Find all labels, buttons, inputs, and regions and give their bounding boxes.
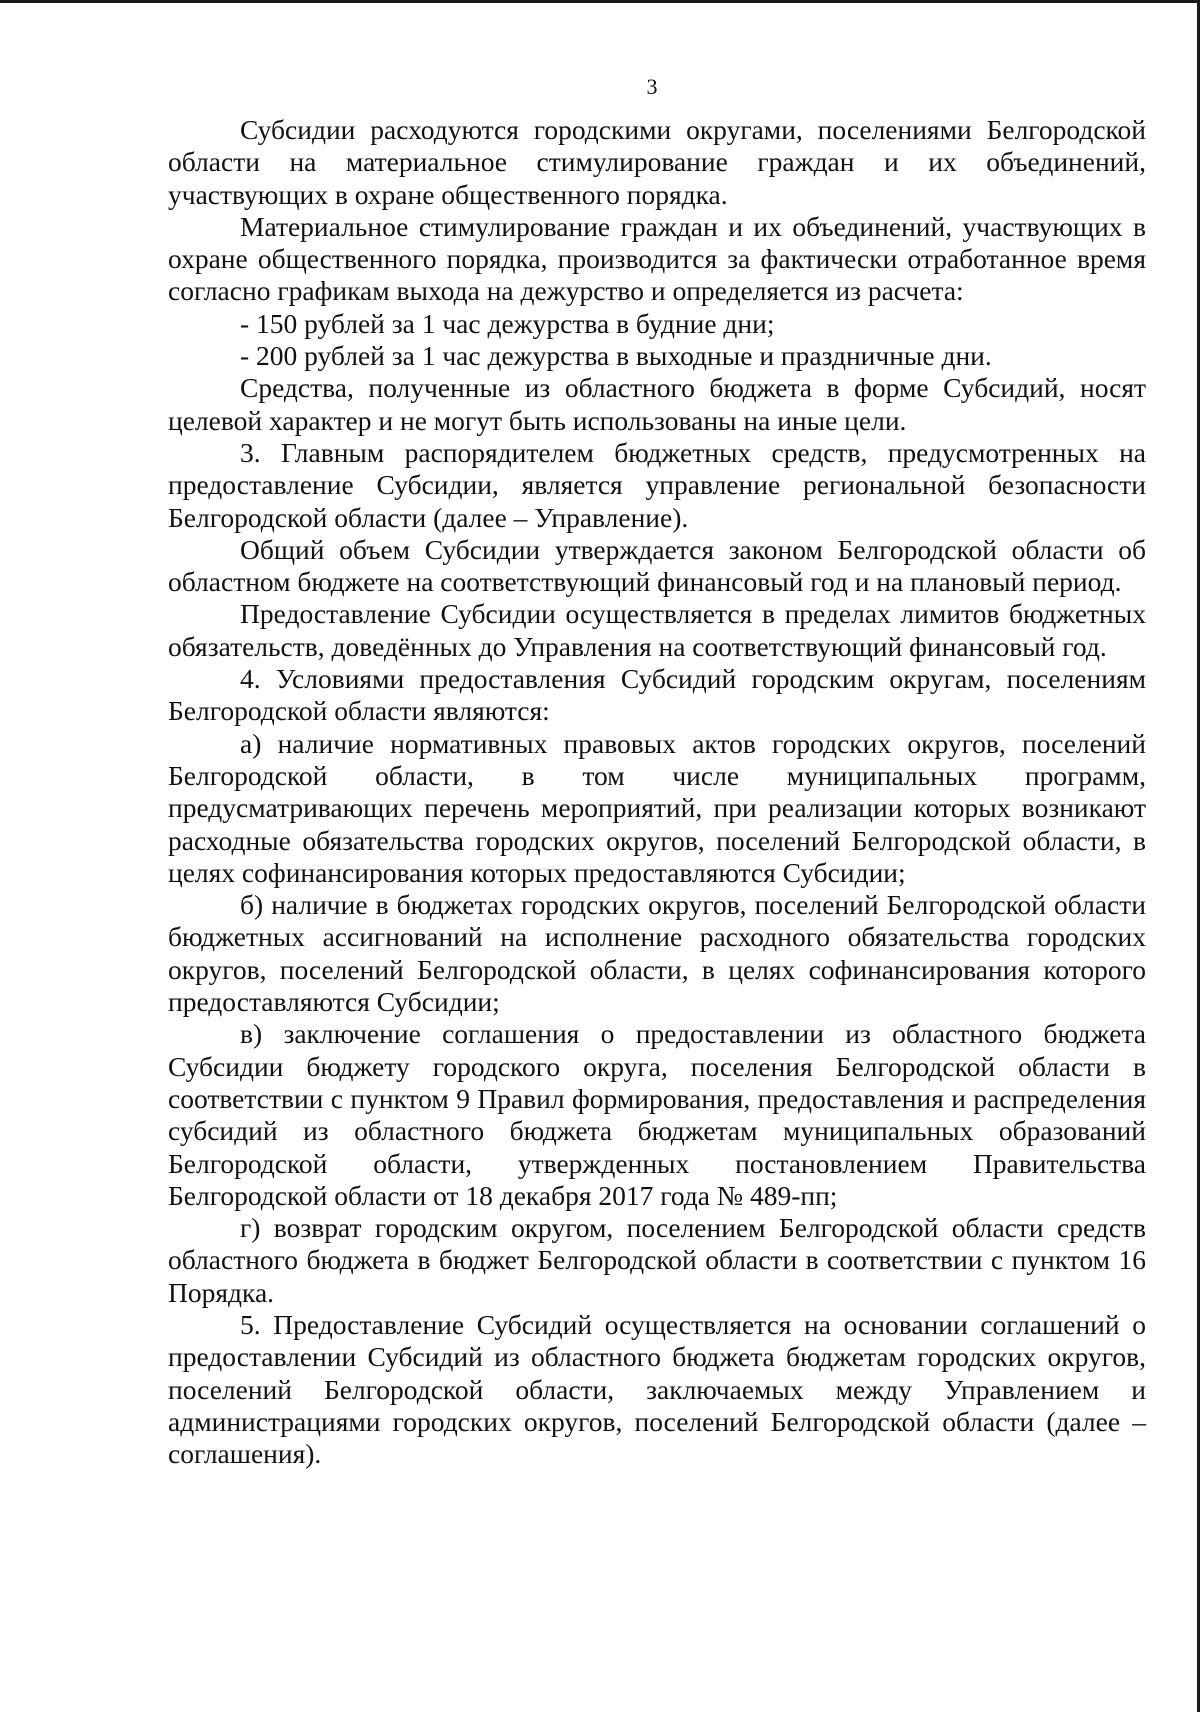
condition-g: г) возврат городским округом, поселением Белгородской области средств областного бюджета в бюджет Белгородской области в соответствии с пунктом 16 Порядка. (168, 1212, 1146, 1308)
clause-4-conditions: 4. Условиями предоставления Субсидий городским округам, поселениям Белгородской области являются: (168, 663, 1146, 727)
rate-weekday: - 150 рублей за 1 час дежурства в будние дни; (240, 307, 775, 339)
paragraph-stimulation-calculation: Материальное стимулирование граждан и их объединений, участвующих в охране общественного порядка, производится за фактически отработанное время согласно графикам выхода на дежурство и определяется из расчета: (168, 210, 1146, 307)
paragraph-subsidy-spending: Субсидии расходуются городскими округами, поселениями Белгородской области на материальное стимулирование граждан и их объединений, участвующих в охране общественного порядка. (168, 114, 1146, 210)
paragraph-targeted-use: Средства, полученные из областного бюджета в форме Субсидий, носят целевой характер и не могут быть использованы на иные цели. (168, 372, 1146, 436)
document-body (168, 114, 1146, 1470)
clause-3-main-administrator: 3. Главным распорядителем бюджетных средств, предусмотренных на предоставление Субсидии, является управление региональной безопасности Белгородской области (далее – Управление). (168, 436, 1146, 533)
condition-v: в) заключение соглашения о предоставлении из областного бюджета Субсидии бюджету городского округа, поселения Белгородской области в соответствии с пунктом 9 Правил формирования, предоставления и распределения субсидий из областного бюджета бюджетам муниципальных образований Белгородской области, утвержденных постановлением Правительства Белгородской области от 18 декабря 2017 года № 489-пп; (168, 1018, 1146, 1211)
rate-weekend: - 200 рублей за 1 час дежурства в выходные и праздничные дни. (240, 340, 992, 372)
condition-a: а) наличие нормативных правовых актов городских округов, поселений Белгородской области, в том числе муниципальных программ, предусматривающих перечень мероприятий, при реализации которых возникают расходные обязательства городских округов, поселений Белгородской области, в целях софинансирования которых предоставляются Субсидии; (168, 727, 1146, 888)
condition-b: б) наличие в бюджетах городских округов, поселений Белгородской области бюджетных ассигнований на исполнение расходного обязательства городских округов, поселений Белгородской области, в целях софинансирования которого предоставляются Субсидии; (168, 889, 1146, 1018)
clause-5-agreements: 5. Предоставление Субсидий осуществляется на основании соглашений о предоставлении Субсидий из областного бюджета бюджетам городских округов, поселений Белгородской области, заключаемых между Управлением и администрациями городских округов, поселений Белгородской области (далее – соглашения). (168, 1308, 1146, 1470)
page-number: 3 (646, 74, 658, 99)
scan-border-top (0, 0, 1200, 3)
paragraph-limits: Предоставление Субсидии осуществляется в пределах лимитов бюджетных обязательств, доведённых до Управления на соответствующий финансовый год. (168, 598, 1146, 662)
paragraph-total-volume: Общий объем Субсидии утверждается законом Белгородской области об областном бюджете на соответствующий финансовый год и на плановый период. (168, 533, 1146, 598)
